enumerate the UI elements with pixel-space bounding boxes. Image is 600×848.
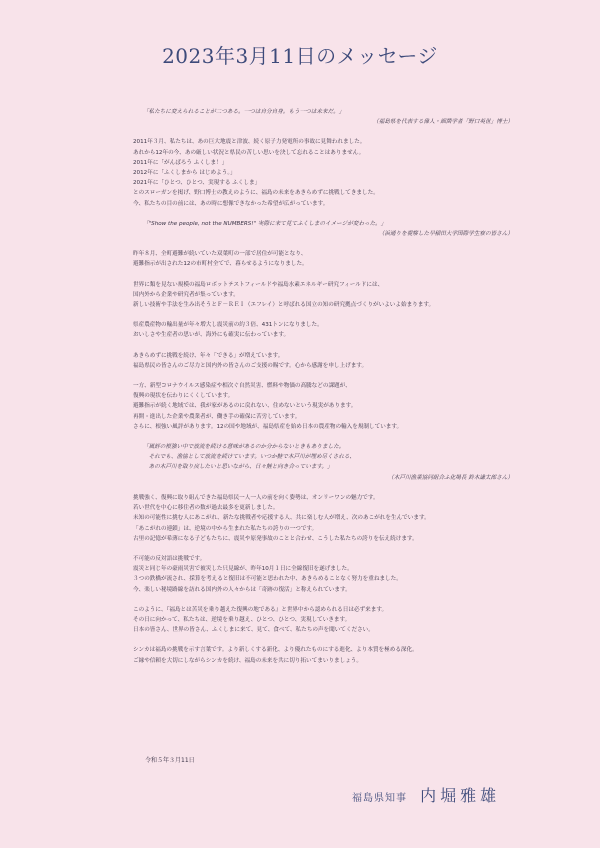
paragraph-gap bbox=[133, 239, 513, 249]
paragraph-gap bbox=[133, 270, 513, 280]
text-line: 今、楽しい秘境路線を訪れる国内外の人々からは「奇跡の復活」と称えられています。 bbox=[133, 586, 351, 593]
text-line: 「"Show the people, not the NUMBERS!" 実際に来て見てふくしまのイメージが変わった。」 bbox=[143, 220, 387, 227]
text-line: 世界に類を見ない規模の福島ロボットテストフィールドや福島水素エネルギー研究フィールドには、 bbox=[133, 281, 384, 288]
text-line: 若い世代を中心に移住者の数が過去最多を更新しました。 bbox=[133, 505, 279, 512]
paragraph bbox=[133, 219, 513, 229]
text-line: 「風評の根強い中で放流を続ける意味があるのか分からないときもありました。 bbox=[143, 444, 345, 451]
text-line: とのスローガンを掲げ、野口博士の教えのように、福島の未来をあきらめずに挑戦してきました。 bbox=[133, 190, 379, 197]
paragraph-gap bbox=[133, 635, 513, 645]
paragraph bbox=[133, 605, 513, 636]
paragraph bbox=[133, 351, 513, 371]
text-line: 「私たちに変えられることが二つある。一つは自分自身。もう一つは未来だ。」 bbox=[143, 109, 345, 115]
text-line: 福島県民の皆さんのご尽力と国内外の皆さんのご支援の賜です。心から感謝を申し上げます。 bbox=[133, 362, 368, 369]
text-line: 今、私たちの目の前には、あの時に想像できなかった希望が広がっています。 bbox=[133, 200, 329, 207]
text-line: このように、『福島とは苦災を乗り越えた復興の地である』と世界中から認められる日は必ず来ます。 bbox=[133, 606, 388, 613]
paragraph bbox=[133, 473, 513, 483]
paragraph bbox=[133, 107, 513, 117]
text-line: ご縁や信頼を大切にしながらシンカを続け、福島の未来を共に切り拓いてまいりましょう。 bbox=[133, 657, 362, 664]
signature-title: 福島県知事 bbox=[352, 793, 407, 804]
page-title: 2023年3月11日のメッセージ bbox=[162, 44, 438, 68]
paragraph bbox=[133, 645, 513, 665]
text-line: ３つの鉄橋が流され、採算を考えると復旧は不可能と思われた中、あきらめることなく努力を重ねました。 bbox=[133, 576, 402, 583]
text-line: あれから12年の今、あの厳しい状況と県民の苦しい思いを決して忘れることはありません。 bbox=[133, 149, 365, 156]
text-line: さらに、根強い風評があります。12の国や地域が、福島県産を始め日本の農産物の輸入を規制しています。 bbox=[133, 423, 403, 430]
text-line: 一方、新型コロナウイルス感染症や相次ぐ自然災害、燃料や物価の高騰などの課題が、 bbox=[133, 383, 351, 390]
text-line: あの木戸川を取り戻したいと思いながら、日々鮭と向き合っています。」 bbox=[143, 464, 333, 471]
text-line: 日本の皆さん、世界の皆さん、ふくしまに来て、見て、食べて、私たちの声を聞いてください。 bbox=[133, 627, 374, 634]
text-line: 震災と同じ年の豪雨災害で被災した只見線が、昨年10月１日に全線復旧を遂げました。 bbox=[133, 566, 353, 573]
paragraph bbox=[133, 117, 513, 127]
paragraph-gap bbox=[133, 483, 513, 493]
paragraph-gap bbox=[133, 341, 513, 351]
text-line: 2011年に「がんばろう ふくしま！」 bbox=[133, 159, 228, 166]
text-line: 避難指示が続く地域では、我が家があるのに戻れない、住めないという現実があります。 bbox=[133, 403, 357, 410]
text-line: （浜通りを視察した早稲田大学国際学生寮の皆さん） bbox=[378, 231, 513, 238]
text-line: あきらめずに挑戦を続け、年々「できる」が増えています。 bbox=[133, 352, 284, 359]
text-line: （木戸川漁業協同組合ふ化場長 鈴木謙太郎さん） bbox=[388, 474, 513, 481]
date: 令和５年３月11日 bbox=[145, 757, 195, 764]
message-body bbox=[133, 107, 513, 666]
text-line: 不可能の反対語は挑戦です。 bbox=[133, 555, 206, 562]
text-line: 国内外から企業や研究者が集っています。 bbox=[133, 291, 239, 298]
paragraph bbox=[133, 554, 513, 595]
paragraph bbox=[133, 249, 513, 269]
text-line: 挑戦強く、復興に取り組んできた福島県民一人一人の前を向く姿勢は、オンリーワンの魅力です。 bbox=[133, 494, 379, 501]
paragraph bbox=[133, 381, 513, 432]
text-line: 再開・進出した企業や農業者が、働き手の確保に苦労しています。 bbox=[133, 413, 301, 420]
paragraph-gap bbox=[133, 371, 513, 381]
paragraph-gap bbox=[133, 310, 513, 320]
paragraph bbox=[133, 280, 513, 311]
paragraph-gap bbox=[133, 432, 513, 442]
signature bbox=[352, 783, 500, 806]
signature-name: 内堀雅雄 bbox=[420, 786, 501, 805]
text-line: その日に向かって、私たちは、逆境を乗り越え、ひとつ、ひとつ、実現していきます。 bbox=[133, 616, 351, 623]
paragraph-gap bbox=[133, 544, 513, 554]
paragraph bbox=[133, 229, 513, 239]
text-line: それでも、漁協として放流を続けています。いつか鮭で木戸川が埋め尽くされる、 bbox=[143, 454, 356, 461]
text-line: 新しい技術や手法を生み出そうとＦ－ＲＥＩ（エフレイ）と呼ばれる国立の知の研究拠点づくりがいよいよ始まります。 bbox=[133, 302, 435, 309]
text-line: 2012年に「ふくしまから はじめよう。」 bbox=[133, 170, 236, 177]
paragraph-gap bbox=[133, 127, 513, 137]
text-line: 復興の現状を伝わりにくくしています。 bbox=[133, 393, 234, 400]
text-line: （福島県を代表する偉人・細菌学者「野口英世」博士） bbox=[373, 119, 513, 126]
text-line: 昨年８月、全町避難が続いていた双葉町の一部で居住が可能となり、 bbox=[133, 251, 307, 258]
paragraph bbox=[133, 493, 513, 544]
text-line: 2021年に「ひとつ、ひとつ、実現する ふくしま」 bbox=[133, 180, 261, 187]
text-line: 「あこがれの連鎖」は、逆境の中から生まれた私たちの誇りの一つです。 bbox=[133, 525, 318, 532]
text-line: 未知の可能性に挑む人にあこがれ、新たな挑戦者や応援する人、共に楽しむ人が増え、次のあこがれを生んでいます。 bbox=[133, 515, 430, 522]
text-line: 古里の記憶が希薄になる子どもたちに、震災や原発事故のことと合わせ、こうした私たちの誇りを伝え続けます。 bbox=[133, 535, 418, 542]
paragraph bbox=[133, 320, 513, 340]
text-line: 2011年３月、私たちは、あの巨大地震と津波、続く原子力発電所の事故に見舞われました。 bbox=[133, 139, 366, 146]
paragraph bbox=[133, 137, 513, 208]
text-line: 避難指示が出された12の市町村全てで、暮らせるようになりました。 bbox=[133, 261, 308, 268]
text-line: シンカは福島の挑戦を示す言葉です。より新しくする新化、より優れたものにする進化、より本質を極める深化。 bbox=[133, 647, 418, 654]
text-line: 県産農産物の輸出量が年々増大し震災前の約３倍、431トンになりました。 bbox=[133, 322, 323, 329]
text-line: おいしさや生産者の思いが、海外にも確実に伝わっています。 bbox=[133, 332, 290, 339]
paragraph bbox=[133, 442, 513, 473]
paragraph-gap bbox=[133, 595, 513, 605]
paragraph-gap bbox=[133, 209, 513, 219]
